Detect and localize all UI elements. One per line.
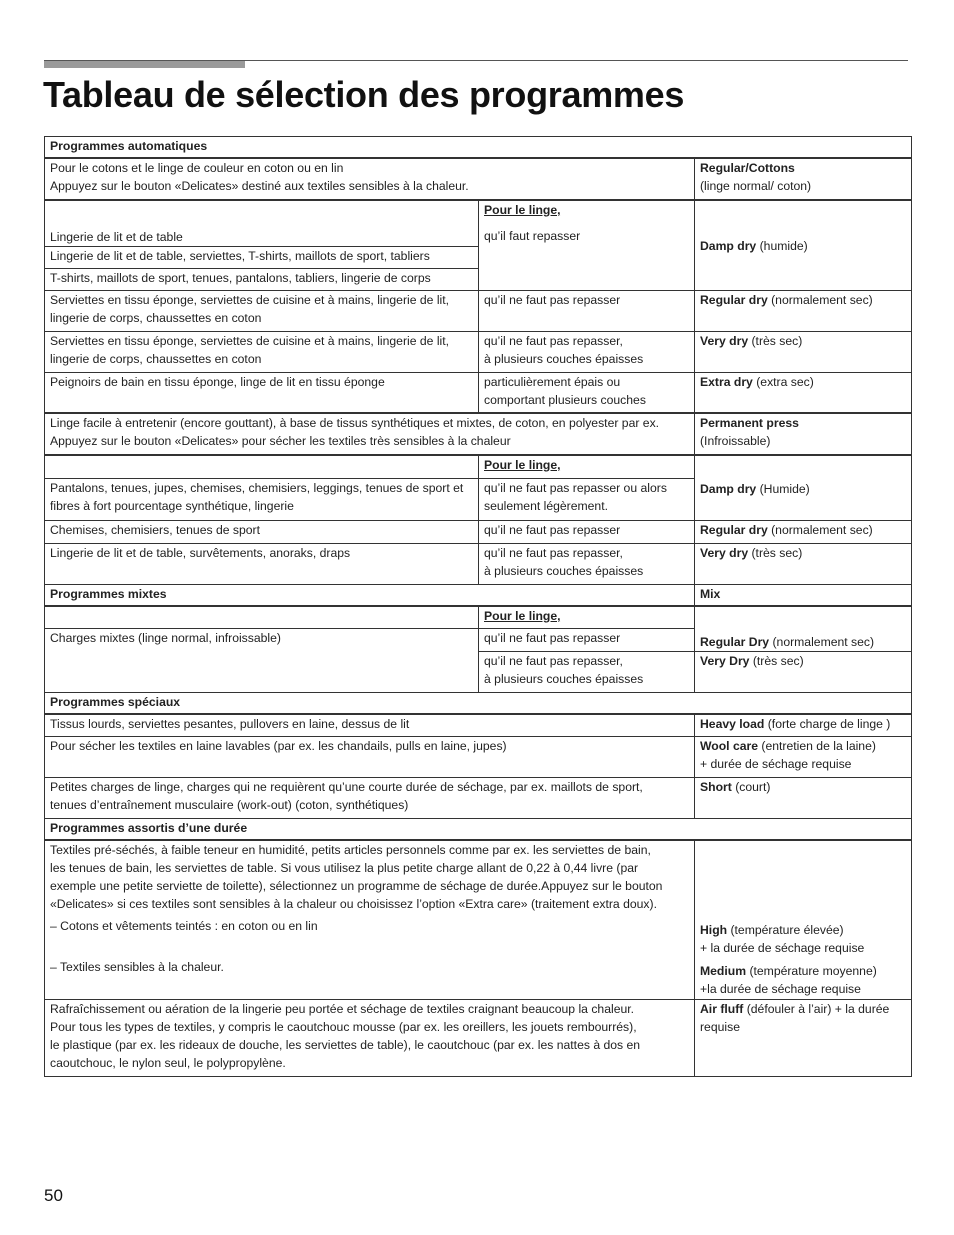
permanent-press-description: Linge facile à entretenir (encore gouttant), à base de tissus synthétiques et mixtes, de coton, en polyester par ex. Appuyez sur le bouton «Delicates» pour sécher les textiles très sensibles à la chaleur [45,413,695,455]
table-row [45,331,912,372]
program-cell: Very dry (très sec) [695,331,912,372]
table-row [45,520,912,543]
item-cell: Serviettes en tissu éponge, serviettes de cuisine et à mains, lingerie de lit, lingerie de corps, chaussettes en coton [45,290,479,331]
item-cell: Lingerie de lit et de table [45,200,479,246]
condition-cell: qu’il ne faut pas repasser ou alors seulement légèrement. [479,478,695,520]
table-row [45,290,912,331]
table-row [45,372,912,413]
condition-cell: qu’il ne faut pas repasser, à plusieurs couches épaisses [479,331,695,372]
air-fluff-description: Rafraîchissement ou aération de la lingerie peu portée et séchage de textiles craignant beaucoup la chaleur. Pour tous les types de textiles, y compris le caoutchouc mousse (par ex. les oreillers, les jouets rembourrés), le plastique (par ex. les rideaux de douche, les serviettes de table), le caoutchouc (par ex. les nattes à dos en caoutchouc, le nylon seul, le polypropylène. [45,1000,695,1077]
table-row [45,777,912,818]
item-cell: Charges mixtes (linge normal, infroissable) [45,629,479,693]
cottons-description: Pour le cotons et le linge de couleur en coton ou en lin Appuyez sur le bouton «Delicates» destiné aux textiles sensibles à la chaleur. [45,158,695,200]
program-cell: Heavy load (forte charge de linge ) [695,714,912,736]
condition-cell: qu’il ne faut pas repasser [479,629,695,652]
program-cell: Wool care (entretien de la laine) + durée de séchage requise [695,736,912,777]
section-header-mixed: Programmes mixtes Mix [45,584,912,606]
table-row [45,714,912,736]
table-row [45,200,912,246]
item-cell: Lingerie de lit et de table, survêtements, anoraks, draps [45,543,479,584]
program-cell: High (température élevée) + la durée de séchage requise Medium (température moyenne) +la durée de séchage requise [695,840,912,1000]
item-cell: Peignoirs de bain en tissu éponge, linge de lit en tissu éponge [45,372,479,413]
program-cell: Regular dry (normalement sec) [695,520,912,543]
item-cell [45,455,479,478]
timed-description: Textiles pré-séchés, à faible teneur en humidité, petits articles personnels comme par ex. les serviettes de bain, les tenues de bain, les serviettes de table. Si vous utilisez la plus petite charge allant de 0,22 à 0,44 livre (par exemple une petite serviette de toilette), sélectionnez un programme de séchage de durée.Appuyez sur le bouton «Delicates» si ces textiles sont sensibles à la chaleur ou choisissez l’option «Extra care» (traitement extra doux). – Cotons et vêtements teintés : en coton ou en lin – Textiles sensibles à la chaleur. [45,840,695,1000]
condition-cell: Pour le linge, [479,606,695,629]
condition-cell: qu’il ne faut pas repasser [479,290,695,331]
condition-cell: qu’il ne faut pas repasser, à plusieurs couches épaisses [479,652,695,693]
program-cell: Extra dry (extra sec) [695,372,912,413]
item-cell: T-shirts, maillots de sport, tenues, pantalons, tabliers, lingerie de corps [45,268,479,290]
table-row [45,606,912,629]
header-accent-bar [44,61,245,68]
wool-description: Pour sécher les textiles en laine lavables (par ex. les chandails, pulls en laine, jupes) [45,736,695,777]
section-header-special: Programmes spéciaux [45,693,912,715]
program-cell: Permanent press (Infroissable) [695,413,912,455]
section-header-automatic: Programmes automatiques [45,137,912,159]
item-cell: Pantalons, tenues, jupes, chemises, chemisiers, leggings, tenues de sport et fibres à fort pourcentage synthétique, lingerie [45,478,479,520]
program-cell: Regular dry (normalement sec) [695,290,912,331]
item-cell [45,606,479,629]
condition-cell: Pour le linge, qu’il faut repasser [479,200,695,290]
page-title: Tableau de sélection des programmes [43,74,685,115]
program-cell: Very Dry (très sec) [695,652,912,693]
program-cell: Regular Dry (normalement sec) [695,606,912,652]
cotton-line: – Cotons et vêtements teintés : en coton ou en lin [50,918,318,933]
condition-cell: qu’il ne faut pas repasser [479,520,695,543]
short-description: Petites charges de linge, charges qui ne requièrent qu’une courte durée de séchage, par ex. maillots de sport, tenues d’entraînement musculaire (work-out) (coton, synthétiques) [45,777,695,818]
item-cell: Chemises, chemisiers, tenues de sport [45,520,479,543]
table-row [45,158,912,200]
condition-cell: qu’il ne faut pas repasser, à plusieurs couches épaisses [479,543,695,584]
heavy-load-description: Tissus lourds, serviettes pesantes, pullovers en laine, dessus de lit [45,714,695,736]
item-cell: Lingerie de lit et de table, serviettes, T-shirts, maillots de sport, tabliers [45,246,479,268]
condition-cell: Pour le linge, [479,455,695,478]
section-header-timed: Programmes assortis d’une durée [45,818,912,840]
table-row [45,543,912,584]
condition-cell: particulièrement épais ou comportant plusieurs couches [479,372,695,413]
program-cell: Very dry (très sec) [695,543,912,584]
sensitive-line: – Textiles sensibles à la chaleur. [50,959,224,974]
table-row [45,455,912,478]
table-row [45,413,912,455]
page-number: 50 [44,1186,63,1205]
table-row [45,736,912,777]
program-cell: Short (court) [695,777,912,818]
program-cell: Damp dry (Humide) [695,455,912,520]
program-cell: Regular/Cottons (linge normal/ coton) [695,158,912,200]
program-cell: Air fluff (défouler à l’air) + la durée requise [695,1000,912,1077]
item-cell: Serviettes en tissu éponge, serviettes de cuisine et à mains, lingerie de lit, lingerie de corps, chaussettes en coton [45,331,479,372]
table-row [45,1000,912,1077]
program-cell: Damp dry (humide) [695,200,912,290]
table-row [45,840,912,1000]
program-selection-table [44,136,912,1077]
